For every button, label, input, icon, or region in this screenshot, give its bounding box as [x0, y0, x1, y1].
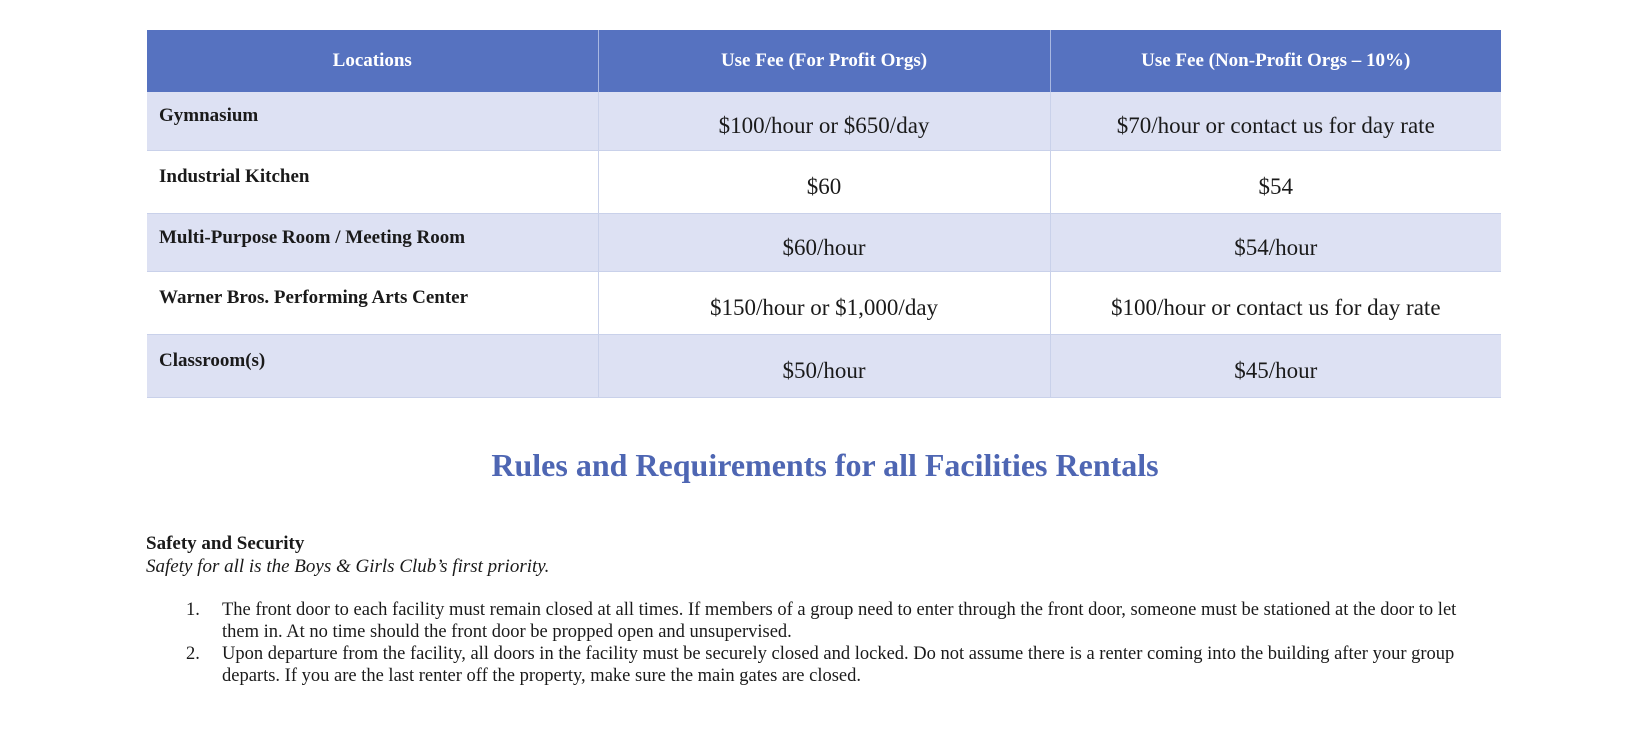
for-profit-fee-value: $150/hour or $1,000/day: [709, 295, 939, 320]
non-profit-fee-cell: [1050, 272, 1501, 335]
list-item-text: Upon departure from the facility, all doors in the facility must be securely closed and locked. Do not assume there is a renter coming into the building after your group departs. If you are the last renter off the property, make sure the main gates are closed.: [222, 644, 1455, 686]
non-profit-fee-value: $45/hour: [1234, 358, 1318, 383]
non-profit-fee-value: $54/hour: [1234, 234, 1318, 260]
location-label: Classroom(s): [159, 350, 266, 371]
for-profit-fee-cell: [598, 214, 1050, 272]
list-item-number: 2.: [186, 644, 200, 664]
table-header-row: [147, 30, 1501, 92]
for-profit-fee-cell: [598, 272, 1050, 335]
table-row: [147, 272, 1501, 335]
list-item-number: 1.: [186, 600, 200, 620]
location-cell: [147, 335, 598, 398]
rules-list: [176, 599, 1486, 687]
location-label: Gymnasium: [159, 105, 259, 126]
list-item-text: The front door to each facility must remain closed at all times. If members of a group need to enter through the front door, someone must be stationed at the door to let them in. At no time should the front door be propped open and unsupervised.: [222, 600, 1457, 642]
section-title: Safety and Security: [146, 533, 305, 554]
header-for-profit-fee: Use Fee (For Profit Orgs): [598, 30, 1050, 92]
for-profit-fee-cell: [598, 151, 1050, 214]
non-profit-fee-value: $54: [1258, 174, 1293, 199]
for-profit-fee-value: $60/hour: [782, 234, 866, 260]
for-profit-fee-value: $60: [806, 174, 842, 199]
location-cell: [147, 214, 598, 272]
location-label: Warner Bros. Performing Arts Center: [159, 287, 469, 308]
table-row: [147, 335, 1501, 398]
for-profit-fee-value: $50/hour: [782, 358, 866, 383]
list-item: [176, 599, 1486, 643]
non-profit-fee-cell: [1050, 92, 1501, 151]
table-row: [147, 92, 1501, 151]
non-profit-fee-cell: [1050, 151, 1501, 214]
table-row: [147, 151, 1501, 214]
list-item: [176, 643, 1486, 687]
location-label: Industrial Kitchen: [159, 166, 310, 187]
location-cell: [147, 92, 598, 151]
header-non-profit-fee: Use Fee (Non-Profit Orgs – 10%): [1050, 30, 1501, 92]
rules-heading: Rules and Requirements for all Facilities Rentals: [491, 447, 1159, 483]
location-cell: [147, 272, 598, 335]
non-profit-fee-value: $100/hour or contact us for day rate: [1110, 295, 1441, 320]
non-profit-fee-cell: [1050, 214, 1501, 272]
table-row: [147, 214, 1501, 272]
location-label: Multi-Purpose Room / Meeting Room: [159, 226, 466, 248]
non-profit-fee-cell: [1050, 335, 1501, 398]
for-profit-fee-cell: [598, 92, 1050, 151]
non-profit-fee-value: $70/hour or contact us for day rate: [1116, 113, 1435, 138]
for-profit-fee-cell: [598, 335, 1050, 398]
facility-fee-table: [147, 30, 1501, 398]
header-locations: Locations: [147, 30, 598, 92]
section-subtitle: Safety for all is the Boys & Girls Club’s first priority.: [146, 556, 550, 577]
for-profit-fee-value: $100/hour or $650/day: [718, 113, 930, 138]
location-cell: [147, 151, 598, 214]
